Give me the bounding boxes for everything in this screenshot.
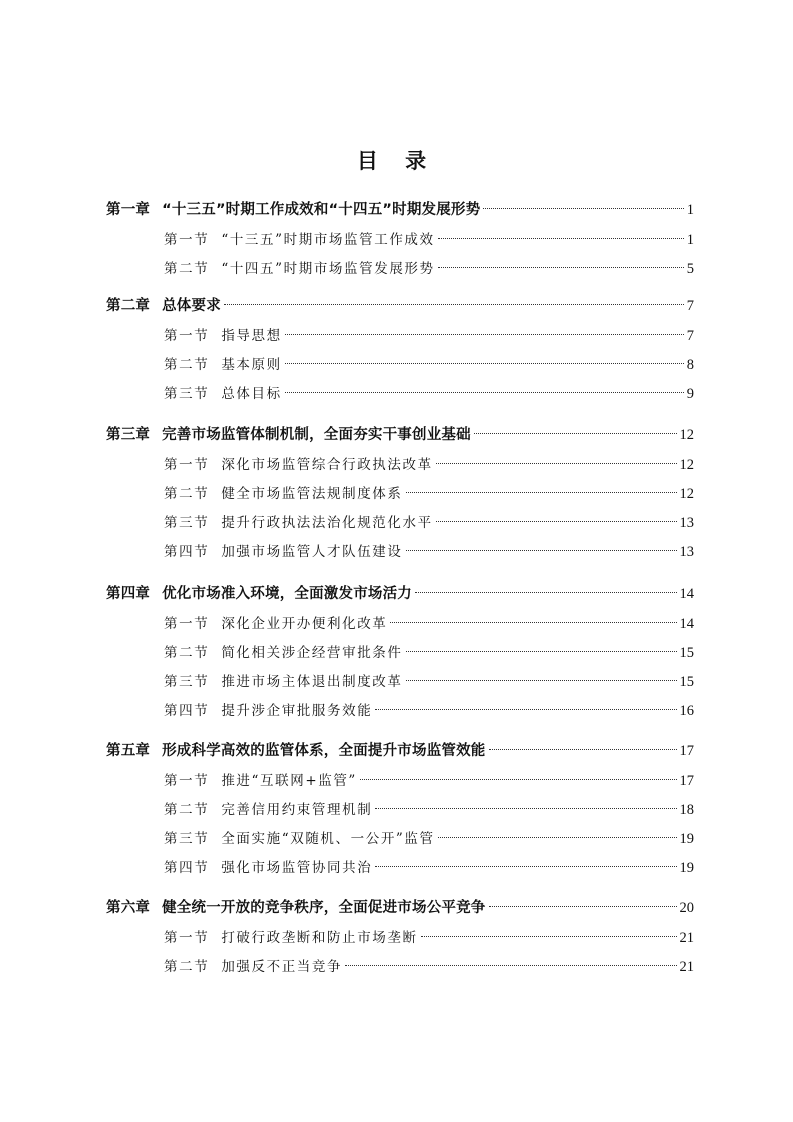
toc-section-entry[interactable]	[164, 353, 694, 377]
page-number: 19	[679, 831, 694, 847]
section-label: 第一节	[164, 616, 210, 632]
chapter-label: 第五章	[106, 743, 151, 759]
page-number: 12	[679, 457, 694, 473]
chapter-label: 第三章	[106, 427, 151, 443]
section-title: 完善信用约束管理机制	[221, 802, 373, 818]
toc-section-entry[interactable]	[164, 926, 694, 950]
leader-dots	[489, 906, 677, 907]
toc-section-entry[interactable]	[164, 699, 694, 723]
chapter-title: 健全统一开放的竞争秩序，全面促进市场公平竞争	[162, 900, 486, 916]
leader-dots	[483, 208, 683, 209]
section-label: 第二节	[164, 357, 210, 373]
leader-dots	[285, 363, 684, 364]
page-number: 12	[679, 486, 694, 502]
leader-dots	[406, 492, 677, 493]
page-number: 13	[679, 515, 694, 531]
leader-dots	[438, 267, 684, 268]
page-number: 17	[679, 743, 694, 759]
leader-dots	[415, 592, 676, 593]
toc-section-entry[interactable]	[164, 769, 694, 793]
toc-section-entry[interactable]	[164, 540, 694, 564]
leader-dots	[474, 433, 677, 434]
toc-section-entry[interactable]	[164, 257, 694, 281]
chapter-label: 第二章	[106, 298, 151, 314]
section-title: 简化相关涉企经营审批条件	[221, 645, 403, 661]
toc-section-entry[interactable]	[164, 511, 694, 535]
section-label: 第一节	[164, 773, 210, 789]
section-title: 推进“互联网+监管”	[221, 773, 357, 789]
section-label: 第二节	[164, 959, 210, 975]
leader-dots	[406, 651, 677, 652]
leader-dots	[375, 866, 676, 867]
section-title: 加强反不正当竞争	[221, 959, 343, 975]
toc-section-entry[interactable]	[164, 955, 694, 979]
toc-section-entry[interactable]	[164, 856, 694, 880]
section-label: 第二节	[164, 802, 210, 818]
toc-section-entry[interactable]	[164, 453, 694, 477]
section-title: 强化市场监管协同共治	[221, 860, 373, 876]
toc-section-entry[interactable]	[164, 382, 694, 406]
page-number: 5	[686, 261, 694, 277]
leader-dots	[345, 965, 676, 966]
page-number: 7	[686, 298, 694, 314]
section-label: 第四节	[164, 703, 210, 719]
page-number: 21	[679, 930, 694, 946]
page-number: 1	[686, 232, 694, 248]
page-number: 9	[686, 386, 694, 402]
toc-section-entry[interactable]	[164, 798, 694, 822]
chapter-title: 形成科学高效的监管体系，全面提升市场监管效能	[162, 743, 486, 759]
section-title: 深化市场监管综合行政执法改革	[221, 457, 433, 473]
section-title: 指导思想	[221, 328, 282, 344]
section-label: 第一节	[164, 232, 210, 248]
section-label: 第三节	[164, 831, 210, 847]
toc-chapter-entry[interactable]	[106, 896, 694, 920]
leader-dots	[438, 837, 677, 838]
toc-section-entry[interactable]	[164, 641, 694, 665]
section-title: 基本原则	[221, 357, 282, 373]
page-number: 20	[679, 900, 694, 916]
page-number: 14	[679, 586, 694, 602]
page-number: 14	[679, 616, 694, 632]
section-title: 提升行政执法法治化规范化水平	[221, 515, 433, 531]
toc-chapter-entry[interactable]	[106, 294, 694, 318]
leader-dots	[406, 680, 677, 681]
section-label: 第一节	[164, 457, 210, 473]
leader-dots	[375, 808, 676, 809]
chapter-title: 完善市场监管体制机制，全面夯实干事创业基础	[162, 427, 471, 443]
section-label: 第二节	[164, 261, 210, 277]
page-number: 13	[679, 544, 694, 560]
leader-dots	[438, 238, 684, 239]
section-label: 第三节	[164, 386, 210, 402]
chapter-label: 第一章	[106, 202, 151, 218]
section-title: 健全市场监管法规制度体系	[221, 486, 403, 502]
page-number: 16	[679, 703, 694, 719]
section-label: 第二节	[164, 645, 210, 661]
chapter-label: 第六章	[106, 900, 151, 916]
section-label: 第三节	[164, 674, 210, 690]
section-title: 深化企业开办便利化改革	[221, 616, 388, 632]
toc-section-entry[interactable]	[164, 827, 694, 851]
toc-chapter-entry[interactable]	[106, 739, 694, 763]
section-title: 打破行政垄断和防止市场垄断	[221, 930, 418, 946]
page-number: 18	[679, 802, 694, 818]
page-number: 19	[679, 860, 694, 876]
leader-dots	[406, 550, 677, 551]
chapter-title: 优化市场准入环境，全面激发市场活力	[162, 586, 413, 602]
section-title: “十三五”时期市场监管工作成效	[221, 232, 435, 248]
chapter-title: 总体要求	[162, 298, 221, 314]
section-title: 全面实施“双随机、一公开”监管	[221, 831, 435, 847]
section-title: “十四五”时期市场监管发展形势	[221, 261, 435, 277]
leader-dots	[224, 304, 684, 305]
page-number: 15	[679, 645, 694, 661]
page-number: 7	[686, 328, 694, 344]
leader-dots	[375, 709, 676, 710]
section-title: 加强市场监管人才队伍建设	[221, 544, 403, 560]
page-number: 8	[686, 357, 694, 373]
section-label: 第二节	[164, 486, 210, 502]
toc-chapter-entry[interactable]	[106, 198, 694, 222]
toc-section-entry[interactable]	[164, 482, 694, 506]
section-label: 第三节	[164, 515, 210, 531]
page-number: 17	[679, 773, 694, 789]
leader-dots	[436, 463, 677, 464]
section-title: 总体目标	[221, 386, 282, 402]
leader-dots	[489, 749, 677, 750]
chapter-label: 第四章	[106, 586, 151, 602]
section-label: 第四节	[164, 544, 210, 560]
page-number: 1	[686, 202, 694, 218]
page-number: 15	[679, 674, 694, 690]
section-label: 第一节	[164, 328, 210, 344]
section-label: 第四节	[164, 860, 210, 876]
toc-chapter-entry[interactable]	[106, 582, 694, 606]
toc-chapter-entry[interactable]	[106, 423, 694, 447]
chapter-title: “十三五”时期工作成效和“十四五”时期发展形势	[162, 202, 481, 218]
leader-dots	[390, 622, 676, 623]
leader-dots	[285, 334, 684, 335]
section-label: 第一节	[164, 930, 210, 946]
page-number: 21	[679, 959, 694, 975]
section-title: 提升涉企审批服务效能	[221, 703, 373, 719]
page-number: 12	[679, 427, 694, 443]
toc-section-entry[interactable]	[164, 228, 694, 252]
leader-dots	[436, 521, 677, 522]
toc-section-entry[interactable]	[164, 612, 694, 636]
leader-dots	[285, 392, 684, 393]
toc-title: 目 录	[356, 149, 437, 173]
section-title: 推进市场主体退出制度改革	[221, 674, 403, 690]
leader-dots	[421, 936, 677, 937]
toc-section-entry[interactable]	[164, 324, 694, 348]
leader-dots	[360, 779, 677, 780]
toc-section-entry[interactable]	[164, 670, 694, 694]
